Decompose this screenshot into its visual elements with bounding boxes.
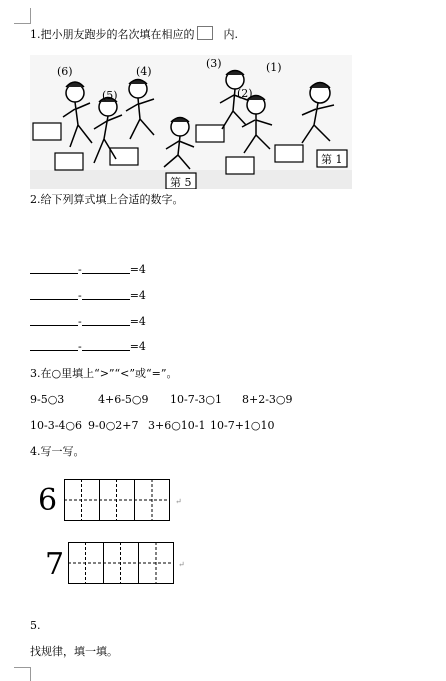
answer-box-5 <box>226 157 254 174</box>
question-3-title: 3.在○里填上“>”“<”或“=”。 <box>30 367 178 380</box>
writing-grid-seven[interactable] <box>68 542 174 584</box>
compare-item: 10-3-4○6 <box>30 419 83 432</box>
label-2: (2) <box>237 87 253 100</box>
minus-sign: - <box>78 340 82 353</box>
question-5-number: 5. <box>30 619 41 632</box>
minus-sign: - <box>78 315 82 328</box>
crop-mark-bottom-v <box>30 667 31 681</box>
answer-blank[interactable] <box>30 263 78 274</box>
answer-blank[interactable] <box>30 315 78 326</box>
return-mark-icon: ↵ <box>175 497 182 506</box>
compare-item: 9-0○2+7 <box>88 419 139 432</box>
question-4-title: 4.写一写。 <box>30 445 85 458</box>
answer-blank[interactable] <box>82 315 130 326</box>
answer-blank[interactable] <box>82 340 130 351</box>
return-mark-icon: ↵ <box>178 560 185 569</box>
equation-row <box>30 340 146 354</box>
compare-item: 9-5○3 <box>30 393 65 406</box>
writing-grid-six[interactable] <box>64 479 170 521</box>
compare-item: 8+2-3○9 <box>242 393 293 406</box>
first-place-label: 第 1 <box>321 153 343 166</box>
compare-item: 3+6○10-1 <box>148 419 206 432</box>
equals-value: =4 <box>129 315 146 328</box>
answer-blank[interactable] <box>82 263 130 274</box>
digit-six: 6 <box>38 483 58 518</box>
crop-mark-top-v <box>30 8 31 24</box>
answer-blank[interactable] <box>30 289 78 300</box>
equals-value: =4 <box>129 289 146 302</box>
equals-value: =4 <box>129 340 146 353</box>
answer-box-4 <box>196 125 224 142</box>
fifth-place-label: 第 5 <box>170 176 192 189</box>
running-children-illustration <box>30 55 352 189</box>
label-1: (1) <box>266 61 282 74</box>
answer-box-icon <box>197 26 213 40</box>
question-1-text: 1.把小朋友跑步的名次填在相应的 <box>30 28 195 41</box>
question-1 <box>30 26 238 42</box>
answer-blank[interactable] <box>82 289 130 300</box>
equation-row <box>30 315 146 329</box>
compare-item: 10-7-3○1 <box>170 393 223 406</box>
answer-box-2 <box>55 153 83 170</box>
equation-row <box>30 289 146 303</box>
crop-mark-top-h <box>14 23 30 24</box>
equals-value: =4 <box>129 263 146 276</box>
answer-box-6 <box>275 145 303 162</box>
label-4: (4) <box>136 65 152 78</box>
compare-item: 10-7+1○10 <box>210 419 275 432</box>
question-5-text: 找规律，填一填。 <box>30 645 118 658</box>
label-3: (3) <box>206 57 222 70</box>
compare-item: 4+6-5○9 <box>98 393 149 406</box>
answer-blank[interactable] <box>30 340 78 351</box>
crop-mark-bottom-h <box>14 667 30 668</box>
label-6: (6) <box>57 65 73 78</box>
question-2-title: 2.给下列算式填上合适的数字。 <box>30 193 184 206</box>
equation-row <box>30 263 146 277</box>
minus-sign: - <box>78 263 82 276</box>
digit-seven: 7 <box>45 547 65 582</box>
answer-box-1 <box>33 123 61 140</box>
question-1-suffix: 内. <box>223 28 238 41</box>
minus-sign: - <box>78 289 82 302</box>
label-5: (5) <box>102 89 118 102</box>
